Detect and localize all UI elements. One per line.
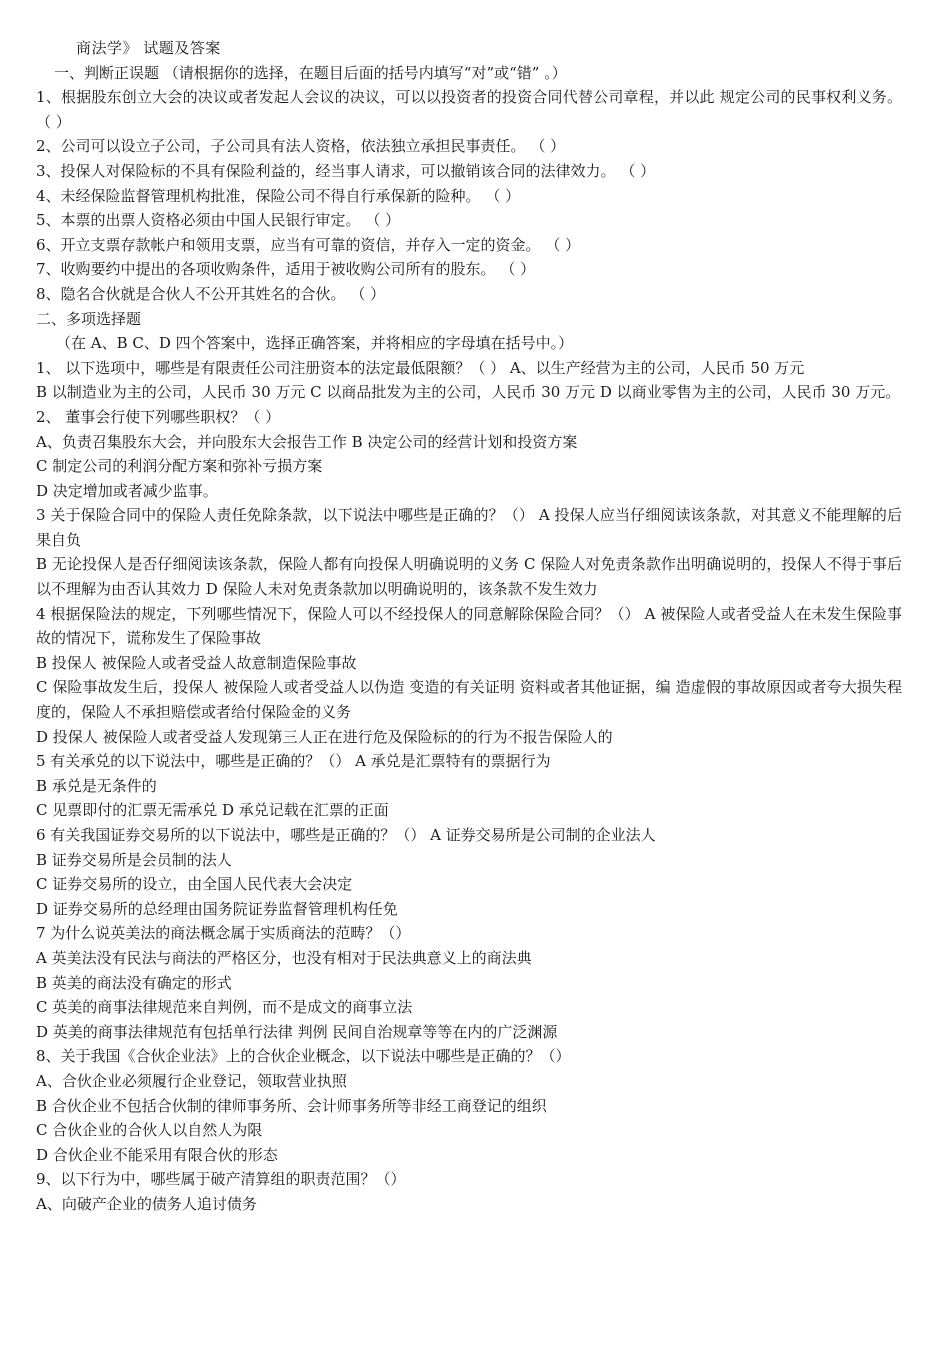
document-page	[36, 36, 902, 1217]
question-mc-1-options: B 以制造业为主的公司，人民币 30 万元 C 以商品批发为主的公司，人民币 30 万元 D 以商业零售为主的公司，人民币 30 万元。	[36, 383, 901, 402]
question-mc-8-option-a: A、合伙企业必须履行企业登记，领取营业执照	[36, 1071, 347, 1090]
question-mc-2-option-ab: A、负责召集股东大会，并向股东大会报告工作 B 决定公司的经营计划和投资方案	[36, 432, 578, 451]
question-tf-6: 6、开立支票存款帐户和领用支票，应当有可靠的资信，并存入一定的资金。 （ ）	[36, 235, 581, 254]
question-mc-3: 3 关于保险合同中的保险人责任免除条款，以下说法中哪些是正确的？（） A 投保人应当仔细阅读该条款，对其意义不能理解的后果自负	[36, 506, 902, 549]
question-mc-8-option-d: D 合伙企业不能采用有限合伙的形态	[36, 1145, 278, 1164]
question-mc-2: 2、 董事会行使下列哪些职权？（ ）	[36, 407, 281, 426]
question-mc-2-option-c: C 制定公司的利润分配方案和弥补亏损方案	[36, 457, 323, 476]
section-heading-multiple-choice: 二、多项选择题	[36, 309, 142, 328]
question-tf-8: 8、隐名合伙就是合伙人不公开其姓名的合伙。 （ ）	[36, 284, 386, 303]
question-mc-8: 8、关于我国《合伙企业法》上的合伙企业概念，以下说法中哪些是正确的？（）	[36, 1047, 571, 1066]
question-mc-1: 1、 以下选项中，哪些是有限责任公司注册资本的法定最低限额？（ ） A、以生产经营为主的公司，人民币 50 万元	[36, 358, 805, 377]
question-tf-3: 3、投保人对保险标的不具有保险利益的，经当事人请求，可以撤销该合同的法律效力。 （ ）	[36, 161, 656, 180]
question-mc-7-option-d: D 英美的商事法律规范有包括单行法律 判例 民间自治规章等等在内的广泛渊源	[36, 1022, 558, 1041]
question-mc-6-option-b: B 证券交易所是会员制的法人	[36, 850, 232, 869]
question-mc-6-option-d: D 证券交易所的总经理由国务院证券监督管理机构任免	[36, 899, 398, 918]
question-mc-5-option-b: B 承兑是无条件的	[36, 776, 157, 795]
question-mc-4: 4 根据保险法的规定，下列哪些情况下，保险人可以不经投保人的同意解除保险合同？（） A 被保险人或者受益人在未发生保险事故的情况下，谎称发生了保险事故	[36, 604, 902, 648]
question-tf-4: 4、未经保险监督管理机构批准，保险公司不得自行承保新的险种。 （ ）	[36, 186, 521, 205]
question-mc-6-option-c: C 证券交易所的设立，由全国人民代表大会决定	[36, 875, 353, 894]
question-mc-5-option-cd: C 见票即付的汇票无需承兑 D 承兑记载在汇票的正面	[36, 801, 389, 820]
question-mc-4-option-c: C 保险事故发生后，投保人 被保险人或者受益人以伪造 变造的有关证明 资料或者其他证据，编 造虚假的事故原因或者夸大损失程度的，保险人不承担赔偿或者给付保险金的义务	[36, 678, 902, 722]
question-mc-7-option-a: A 英美法没有民法与商法的严格区分，也没有相对于民法典意义上的商法典	[36, 948, 532, 967]
question-mc-2-option-d: D 决定增加或者减少监事。	[36, 481, 218, 500]
question-mc-3-options: B 无论投保人是否仔细阅读该条款，保险人都有向投保人明确说明的义务 C 保险人对免责条款作出明确说明的，投保人不得于事后以不理解为由否认其效力 D 保险人未对免责条款加以明确说明的，该条款不发生效力	[36, 555, 902, 599]
section-heading-true-false: 一、判断正误题 （请根据你的选择，在题目后面的括号内填写“对”或“错” 。）	[54, 63, 567, 82]
question-tf-1: 1、根据股东创立大会的决议或者发起人会议的决议，可以以投资者的投资合同代替公司章程，并以此 规定公司的民事权利义务。 （ ）	[36, 88, 902, 131]
question-mc-4-option-d: D 投保人 被保险人或者受益人发现第三人正在进行危及保险标的的行为不报告保险人的	[36, 727, 613, 746]
question-mc-8-option-c: C 合伙企业的合伙人以自然人为限	[36, 1121, 263, 1140]
question-mc-7: 7 为什么说英美法的商法概念属于实质商法的范畴？（）	[36, 924, 411, 943]
question-mc-4-option-b: B 投保人 被保险人或者受益人故意制造保险事故	[36, 653, 357, 672]
question-tf-2: 2、公司可以设立子公司，子公司具有法人资格，依法独立承担民事责任。 （ ）	[36, 137, 566, 156]
question-mc-5: 5 有关承兑的以下说法中，哪些是正确的？（） A 承兑是汇票特有的票据行为	[36, 752, 551, 771]
document-title: 商法学》 试题及答案	[76, 39, 221, 57]
question-mc-8-option-b: B 合伙企业不包括合伙制的律师事务所、会计师事务所等非经工商登记的组织	[36, 1096, 547, 1115]
question-tf-5: 5、本票的出票人资格必须由中国人民银行审定。 （ ）	[36, 211, 401, 230]
question-mc-9: 9、以下行为中，哪些属于破产清算组的职责范围？（）	[36, 1170, 406, 1189]
section-instructions: （在 A、B C、D 四个答案中，选择正确答案，并将相应的字母填在括号中。）	[56, 334, 574, 353]
question-mc-6: 6 有关我国证券交易所的以下说法中，哪些是正确的？（） A 证券交易所是公司制的企业法人	[36, 826, 656, 844]
question-mc-9-option-a: A、向破产企业的债务人追讨债务	[36, 1194, 257, 1213]
question-mc-7-option-b: B 英美的商法没有确定的形式	[36, 973, 232, 992]
question-tf-7: 7、收购要约中提出的各项收购条件，适用于被收购公司所有的股东。 （ ）	[36, 260, 536, 279]
question-mc-7-option-c: C 英美的商事法律规范来自判例，而不是成文的商事立法	[36, 998, 413, 1017]
